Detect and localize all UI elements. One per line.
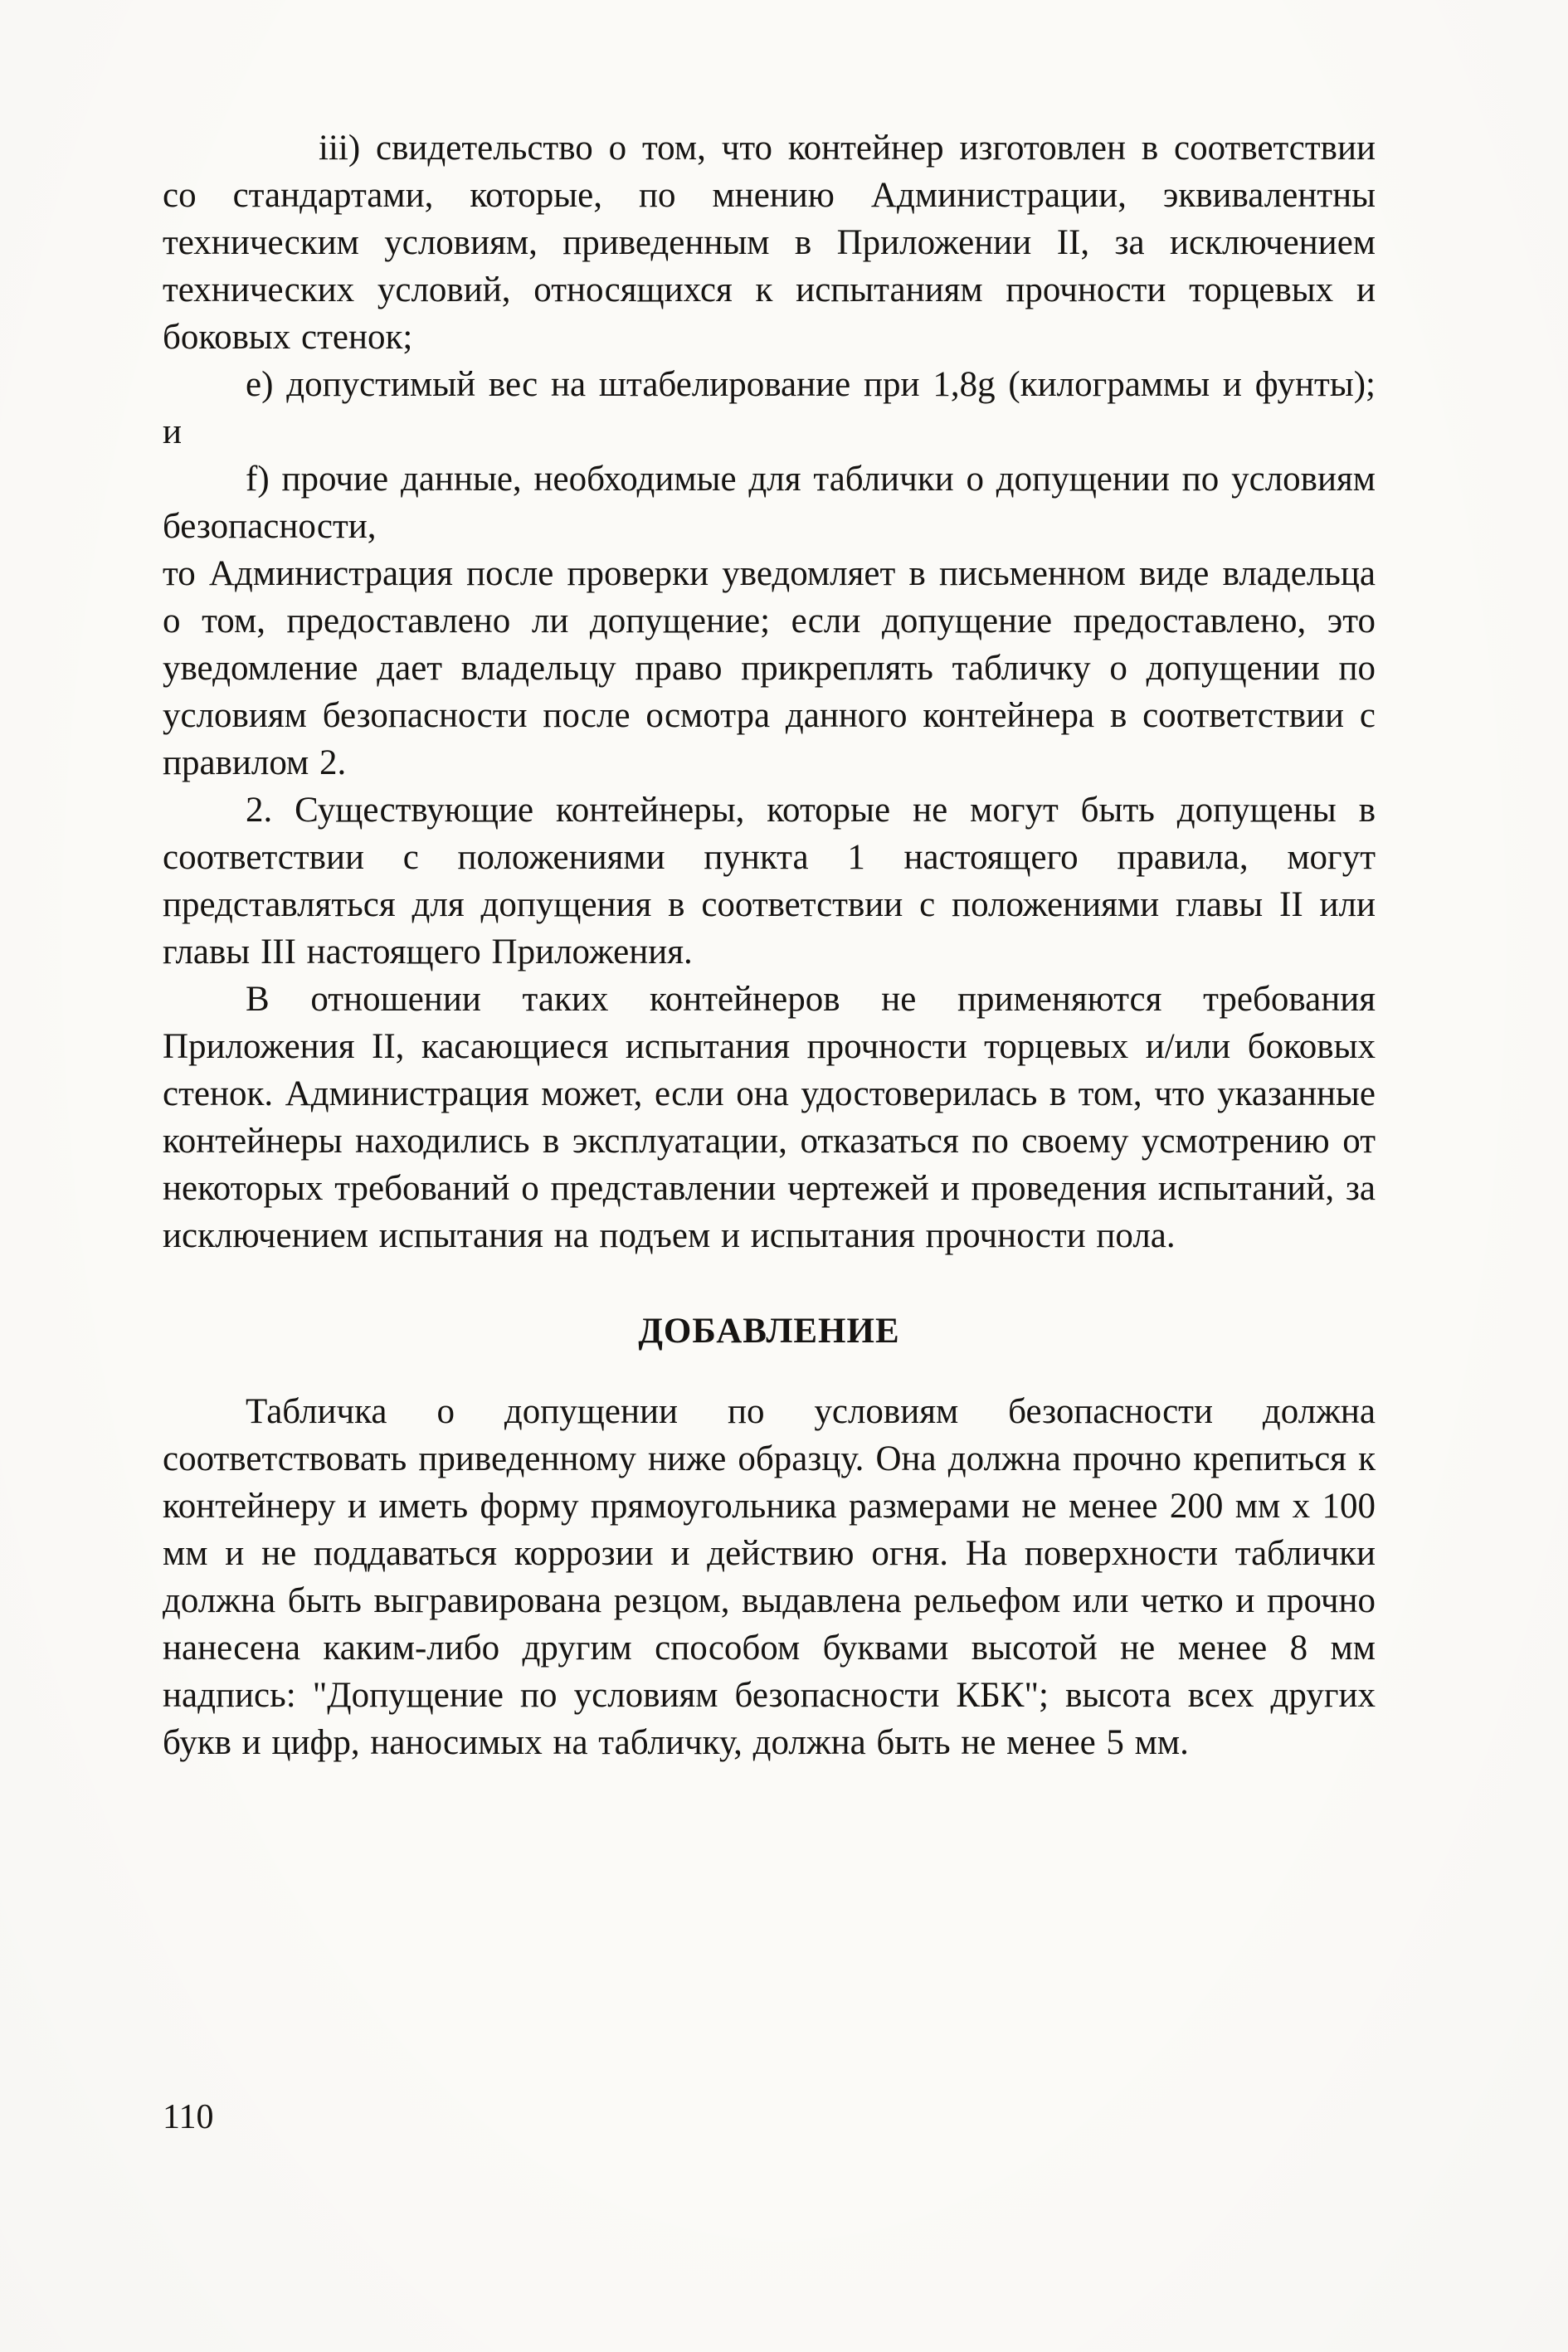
paragraph-iii-certificate: iii) свидетельство о том, что контейнер изготовлен в соответствии со стандартами, которые, по мнению Администрации, эквивалентны техническим условиям, приведенным в Приложении II, за исключением технических условий, относящихся к испытаниям прочности торцевых и боковых стенок; [163, 129, 1376, 357]
main-text-block [163, 124, 1376, 1766]
paragraph-administration-notice: то Администрация после проверки уведомляет в письменном виде владельца о том, предоставлено ли допущение; если допущение предоставлено, это уведомление дает владельцу право прикреплять табличку о допущении по условиям безопасности после осмотра данного контейнера в соответствии с правилом 2. [163, 554, 1376, 782]
paragraph-e-stacking-weight: е) допустимый вес на штабелирование при 1,8g (килограммы и фунты); и [163, 365, 1376, 451]
paragraph-safety-plate-spec: Табличка о допущении по условиям безопасности должна соответствовать приведенному ниже образцу. Она должна прочно крепиться к контейнеру и иметь форму прямоугольника размерами не менее 200 мм x 100 мм и не поддаваться коррозии и действию огня. На поверхности таблички должна быть выгравирована резцом, выдавлена рельефом или четко и прочно нанесена каким-либо другим способом буквами высотой не менее 8 мм надпись: "Допущение по условиям безопасности КБК"; высота всех других букв и цифр, наносимых на табличку, должна быть не менее 5 мм. [163, 1392, 1376, 1762]
paragraph-f-other-data: f) прочие данные, необходимые для таблички о допущении по условиям безопасности, [163, 460, 1376, 546]
paragraph-requirements-exemption: В отношении таких контейнеров не применяются требования Приложения II, касающиеся испытания прочности торцевых и/или боковых стенок. Администрация может, если она удостоверилась в том, что указанные контейнеры находились в эксплуатации, отказаться по своему усмотрению от некоторых требований о представлении чертежей и проведения испытаний, за исключением испытания на подъем и испытания прочности пола. [163, 980, 1376, 1255]
paragraph-2-existing-containers: 2. Существующие контейнеры, которые не могут быть допущены в соответствии с положениями пункта 1 настоящего правила, могут представляться для допущения в соответствии с положениями главы II или главы III настоящего Приложения. [163, 791, 1376, 971]
page-number: 110 [163, 2098, 214, 2136]
section-heading-dobavlenie: ДОБАВЛЕНИЕ [638, 1312, 900, 1351]
